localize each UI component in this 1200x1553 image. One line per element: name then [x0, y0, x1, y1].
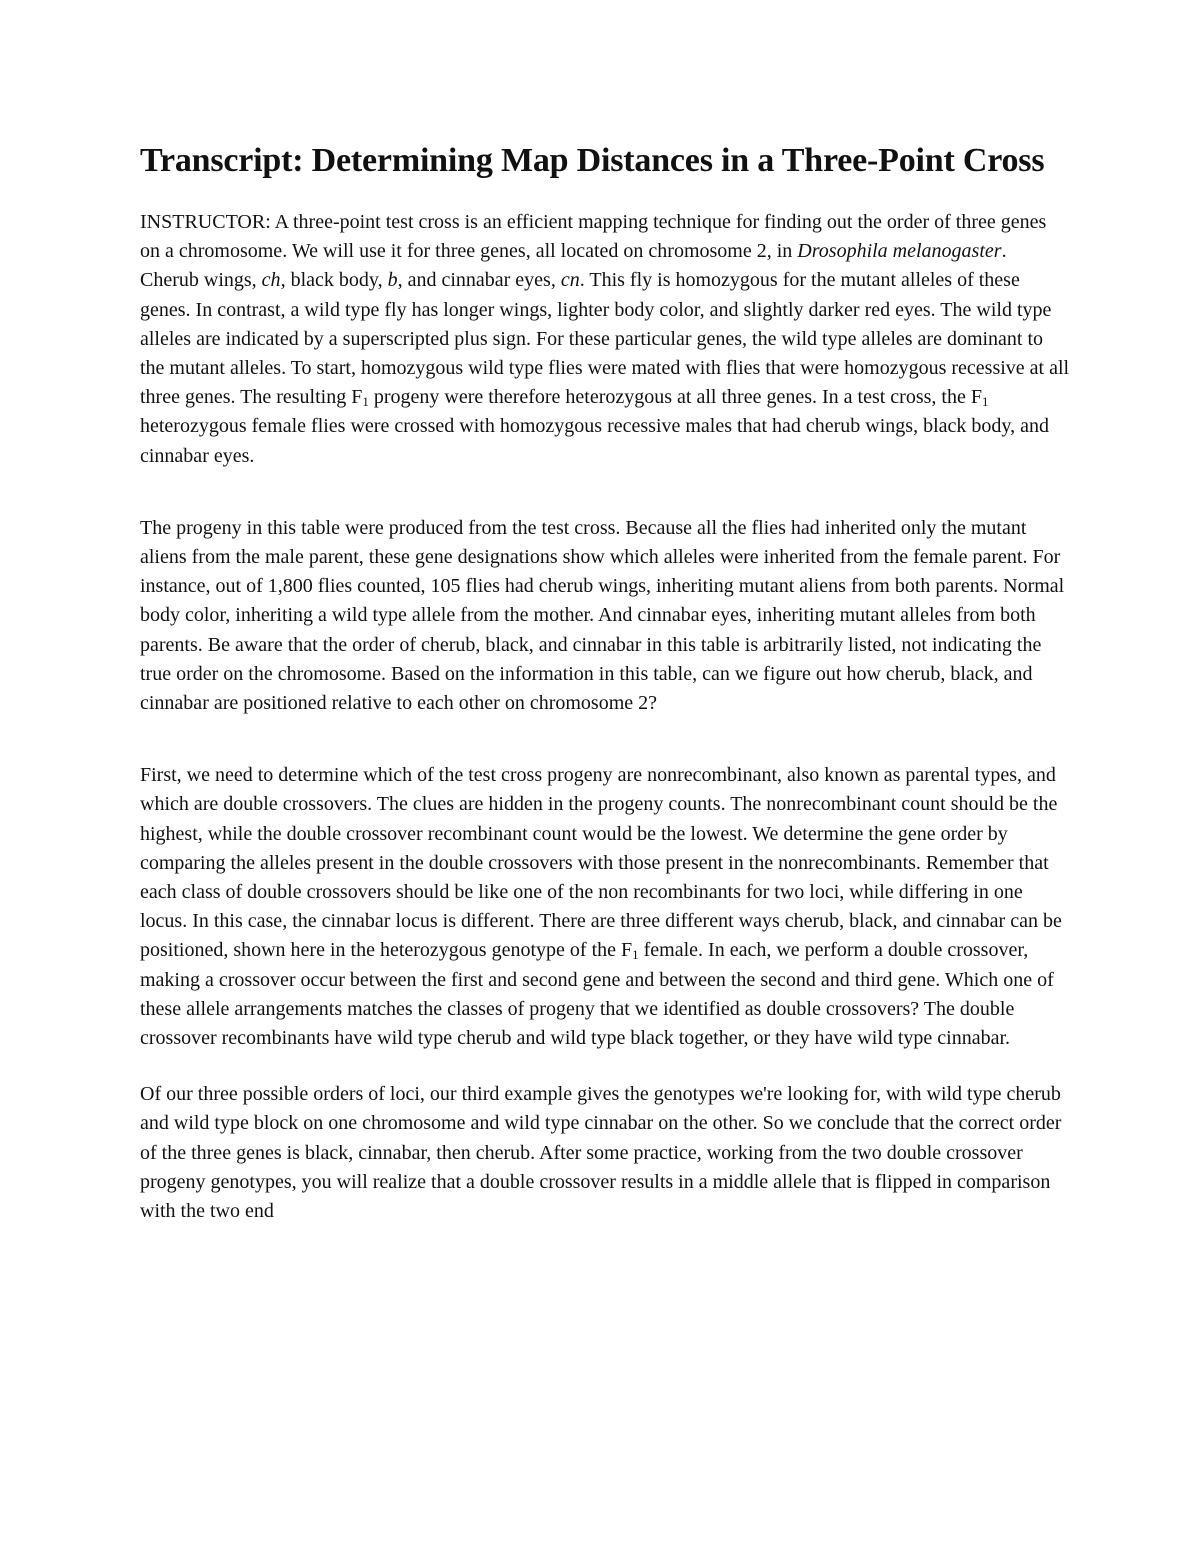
gene-symbol: cn [560, 269, 580, 292]
text-segment: heterozygous female flies were crossed with homozygous recessive males that had cherub wings, black body, and cinnabar eyes. [140, 415, 1049, 467]
subscript: 1 [362, 394, 369, 410]
paragraph [140, 761, 1070, 1053]
text-segment: , black body, [280, 269, 388, 292]
text-segment: . This fly is homozygous for the mutant alleles of these genes. In contrast, a wild type fly has longer wings, lighter body color, and slightly darker red eyes. The wild type alleles are indicated by a superscripted plus sign. For these particular genes, the wild type alleles are dominant to the mutant alleles. To start, homozygous wild type flies were mated with flies that were homozygous recessive at all three genes. The resulting F [140, 269, 1070, 409]
document-page [140, 138, 1070, 1226]
gene-symbol: ch [261, 269, 281, 292]
subscript: 1 [632, 947, 639, 963]
species-name: Drosophila melanogaster [797, 240, 1002, 263]
document-title: Transcript: Determining Map Distances in a Three-Point Cross [140, 142, 1045, 179]
text-segment: Of our three possible orders of loci, our third example gives the genotypes we're looking for, with wild type cherub and wild type block on one chromosome and wild type cinnabar on the other. So we conclude that the correct order of the three genes is black, cinnabar, then cherub. After some practice, working from the two double crossover progeny genotypes, you will realize that a double crossover results in a middle allele that is flipped in comparison with the two end [140, 1083, 1062, 1223]
text-segment: INSTRUCTOR: A three-point test cross is an efficient mapping technique for finding out the order of three genes on a chromosome. We will use it for three genes, all located on chromosome 2, in [140, 211, 1047, 263]
text-segment: The progeny in this table were produced from the test cross. Because all the flies had inherited only the mutant aliens from the male parent, these gene designations show which alleles were inherited from the female parent. For instance, out of 1,800 flies counted, 105 flies had cherub wings, inheriting mutant aliens from both parents. Normal body color, inheriting a wild type allele from the mother. And cinnabar eyes, inheriting mutant alleles from both parents. Be aware that the order of cherub, black, and cinnabar in this table is arbitrarily listed, not indicating the true order on the chromosome. Based on the information in this table, can we figure out how cherub, black, and cinnabar are positioned relative to each other on chromosome 2? [140, 516, 1065, 715]
paragraph [140, 1080, 1070, 1226]
text-segment: . Cherub wings, [140, 240, 1007, 292]
text-segment: female. In each, we perform a double crossover, making a crossover occur between the first and second gene and between the second and third gene. Which one of these allele arrangements matches the classes of progeny that we identified as double crossovers? The double crossover recombinants have wild type cherub and wild type black together, or they have wild type cinnabar. [140, 939, 1054, 1050]
paragraph [140, 514, 1070, 718]
gene-symbol: b [387, 269, 398, 292]
subscript: 1 [981, 394, 989, 410]
paragraph [140, 208, 1070, 471]
text-segment: , and cinnabar eyes, [397, 269, 561, 292]
text-segment: First, we need to determine which of the test cross progeny are nonrecombinant, also known as parental types, and which are double crossovers. The clues are hidden in the progeny counts. The nonrecombinant count should be the highest, while the double crossover recombinant count would be the lowest. We determine the gene order by comparing the alleles present in the double crossovers with those present in the nonrecombinants. Remember that each class of double crossovers should be like one of the non recombinants for two loci, while differing in one locus. In this case, the cinnabar locus is different. There are three different ways cherub, black, and cinnabar can be positioned, shown here in the heterozygous genotype of the F [140, 764, 1062, 962]
text-segment: progeny were therefore heterozygous at all three genes. In a test cross, the F [368, 386, 982, 409]
